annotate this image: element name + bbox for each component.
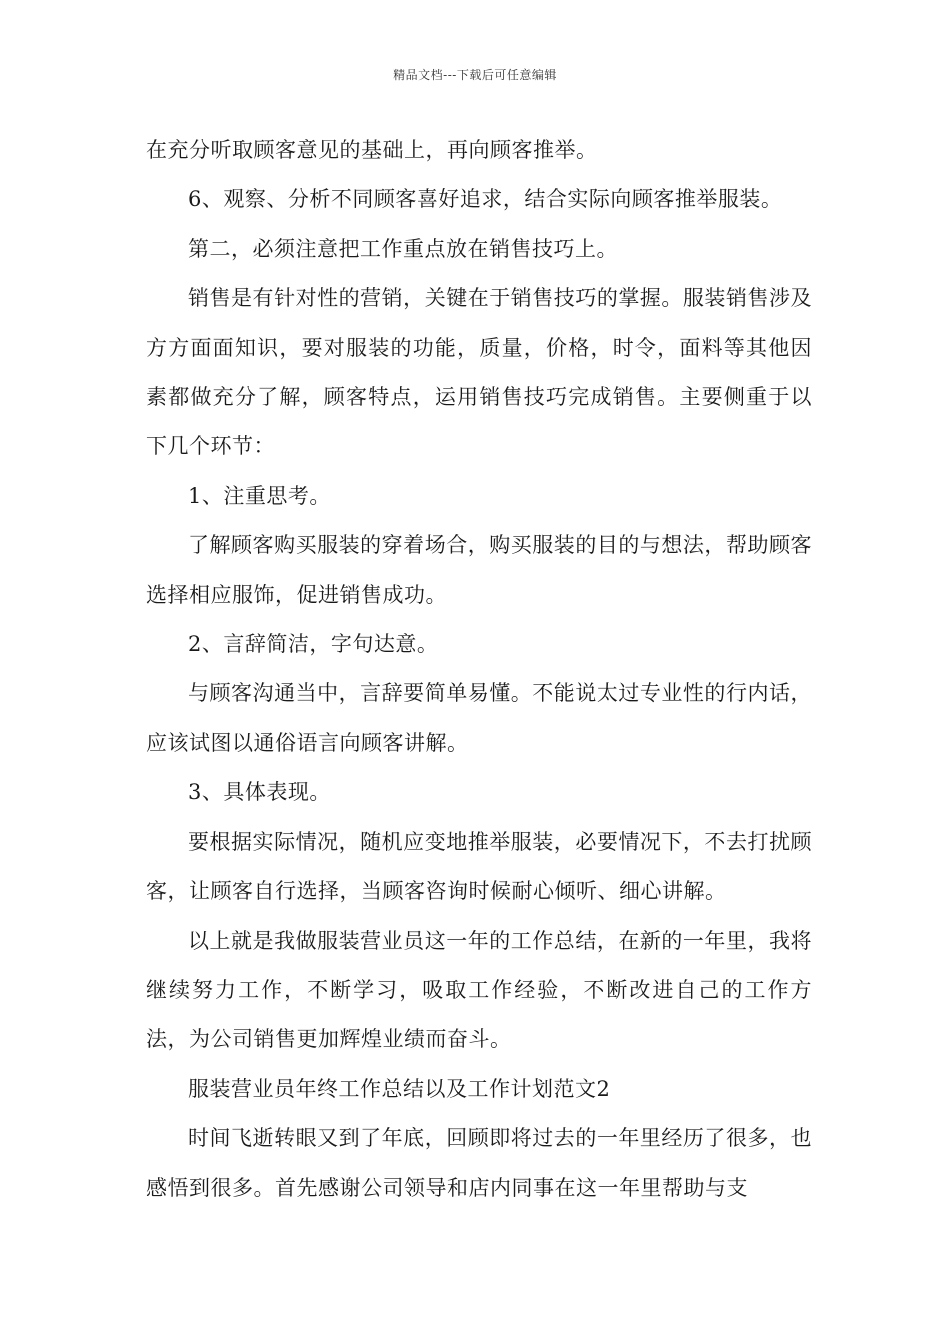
paragraph: 要根据实际情况，随机应变地推举服装，必要情况下，不去打扰顾客，让顾客自行选择，当顾客咨询时候耐心倾听、细心讲解。 bbox=[146, 829, 812, 904]
section-heading-second: 第二，必须注意把工作重点放在销售技巧上。 bbox=[188, 236, 618, 261]
paragraph: 了解顾客购买服装的穿着场合，购买服装的目的与想法，帮助顾客选择相应服饰，促进销售成功。 bbox=[146, 533, 812, 607]
document-body bbox=[146, 126, 812, 1213]
paragraph: 与顾客沟通当中，言辞要简单易懂。不能说太过专业性的行内话，应该试图以通俗语言向顾客讲解。 bbox=[146, 681, 812, 755]
list-item-concise: 2、言辞简洁，字句达意。 bbox=[188, 632, 439, 657]
list-item-performance: 3、具体表现。 bbox=[188, 780, 331, 805]
list-item-thinking: 1、注重思考。 bbox=[188, 483, 331, 508]
paragraph: 在充分听取顾客意见的基础上，再向顾客推举。 bbox=[146, 138, 598, 162]
paragraph: 销售是有针对性的营销，关键在于销售技巧的掌握。服装销售涉及方方面面知识，要对服装的功能，质量，价格，时令，面料等其他因素都做充分了解，顾客特点，运用销售技巧完成销售。主要侧重于以下几个环节： bbox=[146, 286, 812, 459]
paragraph: 以上就是我做服装营业员这一年的工作总结，在新的一年里，我将继续努力工作，不断学习，吸取工作经验，不断改进自己的工作方法，为公司销售更加辉煌业绩而奋斗。 bbox=[146, 928, 812, 1052]
article-title: 服装营业员年终工作总结以及工作计划范文2 bbox=[188, 1076, 611, 1101]
list-item-observe: 6、观察、分析不同顾客喜好追求，结合实际向顾客推举服装。 bbox=[188, 187, 783, 212]
page-header: 精品文档---下载后可任意编辑 bbox=[393, 68, 557, 82]
paragraph: 时间飞逝转眼又到了年底，回顾即将过去的一年里经历了很多，也感悟到很多。首先感谢公司领导和店内同事在这一年里帮助与支 bbox=[146, 1126, 812, 1200]
